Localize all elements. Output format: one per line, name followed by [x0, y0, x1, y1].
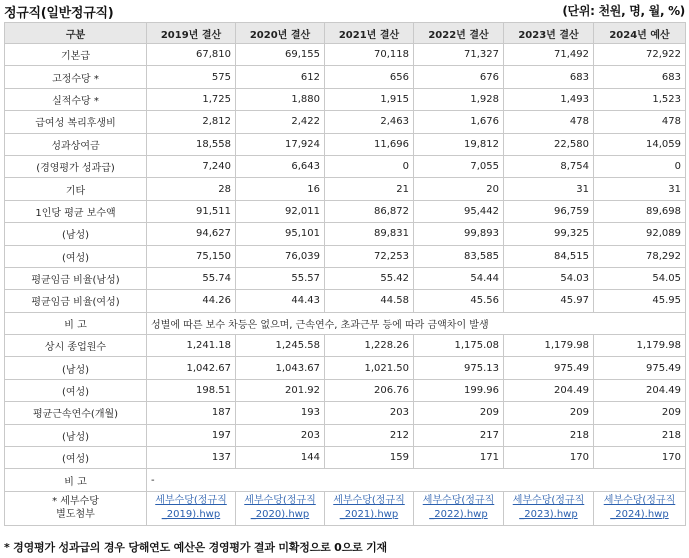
value-cell: 71,492: [504, 44, 594, 66]
value-cell: 1,228.26: [325, 335, 414, 357]
note-row: [5, 312, 686, 334]
value-cell: 187: [147, 402, 236, 424]
value-cell: 92,011: [236, 200, 325, 222]
file-name-line1: 세부수당(정규직: [603, 495, 676, 507]
table-row: [5, 379, 686, 401]
value-cell: 31: [594, 178, 686, 200]
value-cell: 212: [325, 424, 414, 446]
value-cell: 55.42: [325, 267, 414, 289]
attachment-file-link[interactable]: [244, 495, 316, 520]
attachment-cell: [414, 491, 504, 525]
row-label: (남성): [5, 424, 147, 446]
value-cell: 54.44: [414, 267, 504, 289]
attachment-row: [5, 491, 686, 525]
value-cell: 170: [504, 447, 594, 469]
value-cell: 91,511: [147, 200, 236, 222]
value-cell: 45.56: [414, 290, 504, 312]
value-cell: 28: [147, 178, 236, 200]
column-header: 구분: [5, 23, 147, 44]
table-row: [5, 133, 686, 155]
note-text: 성별에 따른 보수 차등은 없으며, 근속연수, 초과근무 등에 따라 금액차이 발생: [147, 312, 686, 334]
value-cell: 44.43: [236, 290, 325, 312]
row-label: 1인당 평균 보수액: [5, 200, 147, 222]
value-cell: 198.51: [147, 379, 236, 401]
value-cell: 72,253: [325, 245, 414, 267]
value-cell: 99,893: [414, 223, 504, 245]
value-cell: 1,245.58: [236, 335, 325, 357]
attachment-file-link[interactable]: [604, 495, 676, 520]
value-cell: 1,179.98: [594, 335, 686, 357]
value-cell: 55.74: [147, 267, 236, 289]
value-cell: 683: [594, 66, 686, 88]
table-row: [5, 155, 686, 177]
column-header: 2023년 결산: [504, 23, 594, 44]
value-cell: 1,043.67: [236, 357, 325, 379]
value-cell: 17,924: [236, 133, 325, 155]
value-cell: 676: [414, 66, 504, 88]
value-cell: 16: [236, 178, 325, 200]
table-row: [5, 335, 686, 357]
value-cell: 218: [504, 424, 594, 446]
row-label: 평균근속연수(개월): [5, 402, 147, 424]
table-row: [5, 290, 686, 312]
attachment-label-line1: * 세부수당: [52, 496, 99, 508]
value-cell: 478: [594, 111, 686, 133]
value-cell: 67,810: [147, 44, 236, 66]
table-row: [5, 245, 686, 267]
table-row: [5, 357, 686, 379]
value-cell: 1,725: [147, 88, 236, 110]
header-row: [5, 23, 686, 44]
value-cell: 612: [236, 66, 325, 88]
unit-label: (단위: 천원, 명, 월, %): [562, 4, 685, 18]
value-cell: 84,515: [504, 245, 594, 267]
column-header: 2019년 결산: [147, 23, 236, 44]
table-row: [5, 402, 686, 424]
value-cell: 7,240: [147, 155, 236, 177]
value-cell: 18,558: [147, 133, 236, 155]
attachment-file-link[interactable]: [513, 495, 585, 520]
value-cell: 22,580: [504, 133, 594, 155]
value-cell: 76,039: [236, 245, 325, 267]
value-cell: 45.97: [504, 290, 594, 312]
row-label: 실적수당 *: [5, 88, 147, 110]
value-cell: 199.96: [414, 379, 504, 401]
value-cell: 1,880: [236, 88, 325, 110]
table-row: [5, 88, 686, 110]
value-cell: 86,872: [325, 200, 414, 222]
value-cell: 2,422: [236, 111, 325, 133]
value-cell: 217: [414, 424, 504, 446]
value-cell: 203: [236, 424, 325, 446]
value-cell: 2,812: [147, 111, 236, 133]
value-cell: 197: [147, 424, 236, 446]
table-row: [5, 44, 686, 66]
value-cell: 478: [504, 111, 594, 133]
file-name-line1: 세부수당(정규직: [155, 495, 227, 507]
value-cell: 201.92: [236, 379, 325, 401]
value-cell: 72,922: [594, 44, 686, 66]
column-header: 2020년 결산: [236, 23, 325, 44]
value-cell: 71,327: [414, 44, 504, 66]
row-label: 성과상여금: [5, 133, 147, 155]
file-name-line2: _2023).hwp: [519, 509, 578, 521]
column-header: 2024년 예산: [594, 23, 686, 44]
file-name-line2: _2021).hwp: [339, 509, 399, 521]
row-label: (남성): [5, 223, 147, 245]
value-cell: 975.49: [504, 357, 594, 379]
note-label: 비 고: [5, 312, 147, 334]
column-header: 2021년 결산: [325, 23, 414, 44]
salary-table: [4, 22, 686, 526]
value-cell: 7,055: [414, 155, 504, 177]
row-label: 평균임금 비율(여성): [5, 290, 147, 312]
value-cell: 2,463: [325, 111, 414, 133]
value-cell: 1,523: [594, 88, 686, 110]
value-cell: 14,059: [594, 133, 686, 155]
attachment-file-link[interactable]: [333, 495, 405, 520]
value-cell: 1,021.50: [325, 357, 414, 379]
row-label: 상시 종업원수: [5, 335, 147, 357]
attachment-file-link[interactable]: [155, 495, 227, 520]
value-cell: 21: [325, 178, 414, 200]
file-name-line1: 세부수당(정규직: [244, 495, 316, 507]
value-cell: 1,915: [325, 88, 414, 110]
value-cell: 75,150: [147, 245, 236, 267]
attachment-label-line2: 별도첨부: [56, 509, 95, 521]
value-cell: 70,118: [325, 44, 414, 66]
table-body: [5, 44, 686, 526]
value-cell: 44.58: [325, 290, 414, 312]
table-row: [5, 200, 686, 222]
attachment-cell: [594, 491, 686, 525]
row-label: 고정수당 *: [5, 66, 147, 88]
value-cell: 0: [325, 155, 414, 177]
value-cell: 54.05: [594, 267, 686, 289]
value-cell: 1,179.98: [504, 335, 594, 357]
file-name-line2: _2020).hwp: [250, 509, 310, 521]
value-cell: 209: [594, 402, 686, 424]
file-name-line2: _2019).hwp: [161, 509, 221, 521]
value-cell: 89,698: [594, 200, 686, 222]
value-cell: 11,696: [325, 133, 414, 155]
value-cell: 45.95: [594, 290, 686, 312]
value-cell: 1,042.67: [147, 357, 236, 379]
value-cell: 8,754: [504, 155, 594, 177]
attachment-cell: [325, 491, 414, 525]
value-cell: 1,676: [414, 111, 504, 133]
table-row: [5, 424, 686, 446]
title-row: [4, 2, 685, 20]
value-cell: 1,241.18: [147, 335, 236, 357]
value-cell: 19,812: [414, 133, 504, 155]
value-cell: 975.13: [414, 357, 504, 379]
row-label: (여성): [5, 379, 147, 401]
file-name-line1: 세부수당(정규직: [422, 495, 495, 507]
value-cell: 95,442: [414, 200, 504, 222]
value-cell: 575: [147, 66, 236, 88]
value-cell: 31: [504, 178, 594, 200]
value-cell: 44.26: [147, 290, 236, 312]
value-cell: 1,175.08: [414, 335, 504, 357]
row-label: (남성): [5, 357, 147, 379]
value-cell: 218: [594, 424, 686, 446]
value-cell: 656: [325, 66, 414, 88]
value-cell: 203: [325, 402, 414, 424]
value-cell: 206.76: [325, 379, 414, 401]
value-cell: 137: [147, 447, 236, 469]
row-label: (경영평가 성과급): [5, 155, 147, 177]
value-cell: 6,643: [236, 155, 325, 177]
value-cell: 193: [236, 402, 325, 424]
value-cell: 78,292: [594, 245, 686, 267]
value-cell: 94,627: [147, 223, 236, 245]
value-cell: 975.49: [594, 357, 686, 379]
table-row: [5, 178, 686, 200]
value-cell: 95,101: [236, 223, 325, 245]
table-row: [5, 447, 686, 469]
value-cell: 99,325: [504, 223, 594, 245]
table-row: [5, 111, 686, 133]
value-cell: 83,585: [414, 245, 504, 267]
file-name-line2: _2024).hwp: [610, 509, 669, 521]
value-cell: 69,155: [236, 44, 325, 66]
row-label: (여성): [5, 245, 147, 267]
table-row: [5, 66, 686, 88]
attachment-cell: [236, 491, 325, 525]
attachment-label: [5, 491, 147, 525]
value-cell: 54.03: [504, 267, 594, 289]
value-cell: 159: [325, 447, 414, 469]
note-label: 비 고: [5, 469, 147, 491]
value-cell: 209: [504, 402, 594, 424]
value-cell: 171: [414, 447, 504, 469]
table-row: [5, 267, 686, 289]
value-cell: 170: [594, 447, 686, 469]
attachment-cell: [147, 491, 236, 525]
value-cell: 204.49: [594, 379, 686, 401]
value-cell: 92,089: [594, 223, 686, 245]
value-cell: 55.57: [236, 267, 325, 289]
value-cell: 683: [504, 66, 594, 88]
row-label: 급여성 복리후생비: [5, 111, 147, 133]
value-cell: 144: [236, 447, 325, 469]
value-cell: 89,831: [325, 223, 414, 245]
value-cell: 20: [414, 178, 504, 200]
file-name-line1: 세부수당(정규직: [333, 495, 405, 507]
column-header: 2022년 결산: [414, 23, 504, 44]
footnote: * 경영평가 성과급의 경우 당해연도 예산은 경영평가 결과 미확정으로 0으로 기재: [4, 541, 387, 554]
row-label: (여성): [5, 447, 147, 469]
value-cell: 1,493: [504, 88, 594, 110]
attachment-cell: [504, 491, 594, 525]
note-row: [5, 469, 686, 491]
row-label: 평균임금 비율(남성): [5, 267, 147, 289]
row-label: 기타: [5, 178, 147, 200]
value-cell: 209: [414, 402, 504, 424]
value-cell: 0: [594, 155, 686, 177]
file-name-line2: _2022).hwp: [429, 509, 488, 521]
attachment-file-link[interactable]: [423, 495, 495, 520]
value-cell: 204.49: [504, 379, 594, 401]
file-name-line1: 세부수당(정규직: [512, 495, 585, 507]
value-cell: 1,928: [414, 88, 504, 110]
page-title: 정규직(일반정규직): [4, 6, 114, 21]
note-text: -: [147, 469, 686, 491]
value-cell: 96,759: [504, 200, 594, 222]
table-row: [5, 223, 686, 245]
row-label: 기본급: [5, 44, 147, 66]
